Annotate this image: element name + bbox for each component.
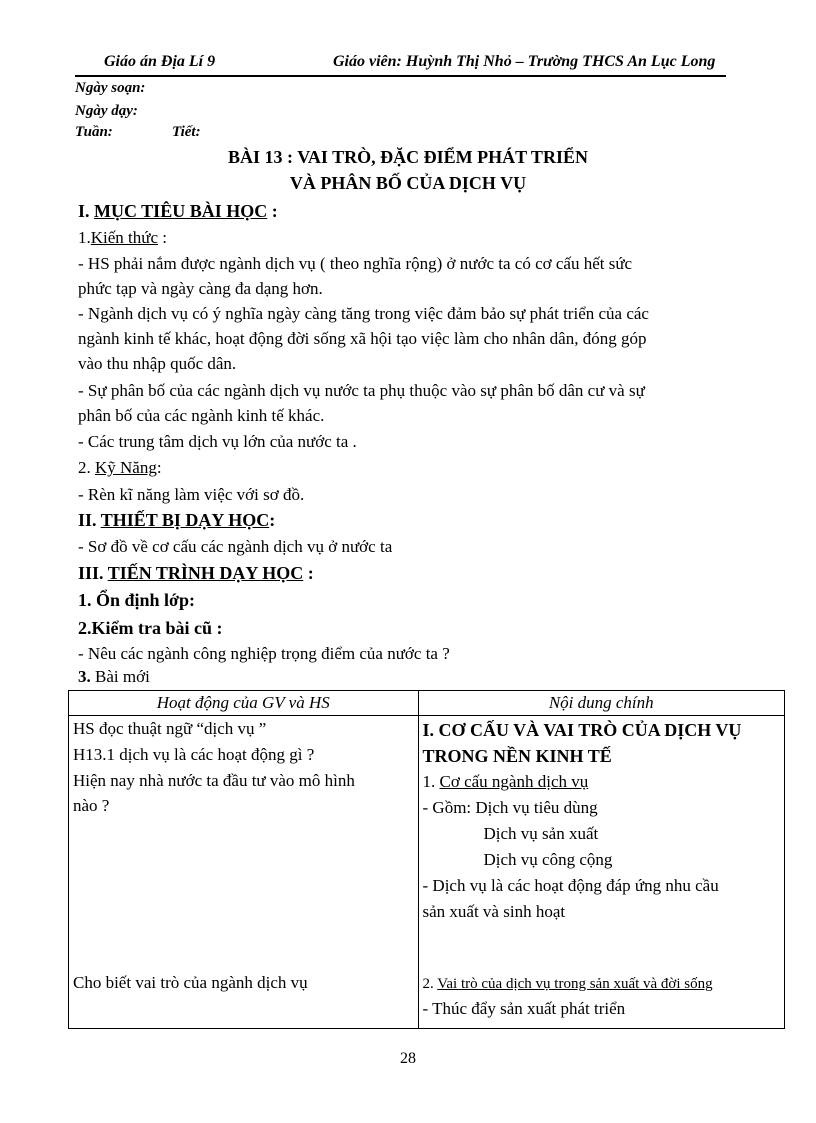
lesson-title-line2: VÀ PHÂN BỐ CỦA DỊCH VỤ <box>289 173 527 193</box>
objective-line: phân bố của các ngành kinh tế khác. <box>78 406 325 425</box>
activity-line: Cho biết vai trò của ngành dịch vụ <box>73 973 308 992</box>
content-line: - Dịch vụ là các hoạt động đáp ứng nhu cầu <box>422 876 719 895</box>
equipment-item: - Sơ đồ về cơ cấu các ngành dịch vụ ở nước ta <box>78 537 393 556</box>
lesson-table <box>68 690 785 1029</box>
activities-cell <box>69 716 419 1029</box>
content-subheading: 1. Cơ cấu ngành dịch vụ <box>422 772 589 791</box>
content-subheading: 2. Vai trò của dịch vụ trong sản xuất và đời sống <box>422 976 713 992</box>
meta-tiet: Tiết: <box>172 124 201 140</box>
content-line: Dịch vụ công cộng <box>483 850 613 869</box>
header-subject: Giáo án Địa Lí 9 <box>104 53 216 70</box>
header-divider <box>75 75 726 77</box>
activity-line: HS đọc thuật ngữ “dịch vụ ” <box>73 719 267 738</box>
col-header-activities: Hoạt động của GV và HS <box>69 691 419 716</box>
activity-line: H13.1 dịch vụ là các hoạt động gì ? <box>73 745 315 764</box>
step-1: 1. Ổn định lớp: <box>78 590 196 610</box>
objective-line: - HS phải nắm được ngành dịch vụ ( theo nghĩa rộng) ở nước ta có cơ cấu hết sức <box>78 254 633 273</box>
skill-item: - Rèn kĩ năng làm việc với sơ đồ. <box>78 485 305 504</box>
review-question: - Nêu các ngành công nghiệp trọng điểm của nước ta ? <box>78 644 450 663</box>
content-heading: I. CƠ CẤU VÀ VAI TRÒ CỦA DỊCH VỤ <box>422 720 742 740</box>
content-cell <box>418 716 785 1029</box>
objective-line: - Các trung tâm dịch vụ lớn của nước ta . <box>78 432 357 451</box>
page-number: 28 <box>400 1050 416 1067</box>
skill-heading: 2. Kỹ Năng: <box>78 458 162 477</box>
activity-line: Hiện nay nhà nước ta đầu tư vào mô hình <box>73 771 355 790</box>
objective-line: - Sự phân bố của các ngành dịch vụ nước ta phụ thuộc vào sự phân bố dân cư và sự <box>78 381 645 400</box>
objective-line: phức tạp và ngày càng đa dạng hơn. <box>78 279 323 298</box>
step-2: 2.Kiểm tra bài cũ : <box>78 618 223 638</box>
knowledge-heading: 1.Kiến thức : <box>78 228 168 247</box>
content-line: - Gồm: Dịch vụ tiêu dùng <box>422 798 598 817</box>
objective-line: vào thu nhập quốc dân. <box>78 354 237 373</box>
content-line: sản xuất và sinh hoạt <box>422 902 566 921</box>
objective-line: - Ngành dịch vụ có ý nghĩa ngày càng tăng trong việc đảm bảo sự phát triển của các <box>78 304 649 323</box>
section-3-heading: III. TIẾN TRÌNH DẠY HỌC : <box>78 563 314 583</box>
meta-ngay-soan: Ngày soạn: <box>75 80 146 96</box>
section-1-heading: I. MỤC TIÊU BÀI HỌC : <box>78 201 278 221</box>
content-line: - Thúc đẩy sản xuất phát triển <box>422 999 626 1018</box>
content-heading: TRONG NỀN KINH TẾ <box>422 746 612 766</box>
step-3: 3. Bài mới <box>78 667 150 686</box>
header-teacher: Giáo viên: Huỳnh Thị Nhỏ – Trường THCS An Lục Long <box>333 53 716 70</box>
meta-tuan: Tuần: <box>75 124 113 140</box>
activity-line: nào ? <box>73 796 110 815</box>
col-header-content: Nội dung chính <box>418 691 785 716</box>
meta-ngay-day: Ngày dạy: <box>75 103 138 119</box>
content-line: Dịch vụ sản xuất <box>483 824 599 843</box>
objective-line: ngành kinh tế khác, hoạt động đời sống xã hội tạo việc làm cho nhân dân, đóng góp <box>78 329 647 348</box>
lesson-title-line1: BÀI 13 : VAI TRÒ, ĐẶC ĐIỂM PHÁT TRIỂN <box>228 147 588 167</box>
section-2-heading: II. THIẾT BỊ DẠY HỌC: <box>78 510 276 530</box>
